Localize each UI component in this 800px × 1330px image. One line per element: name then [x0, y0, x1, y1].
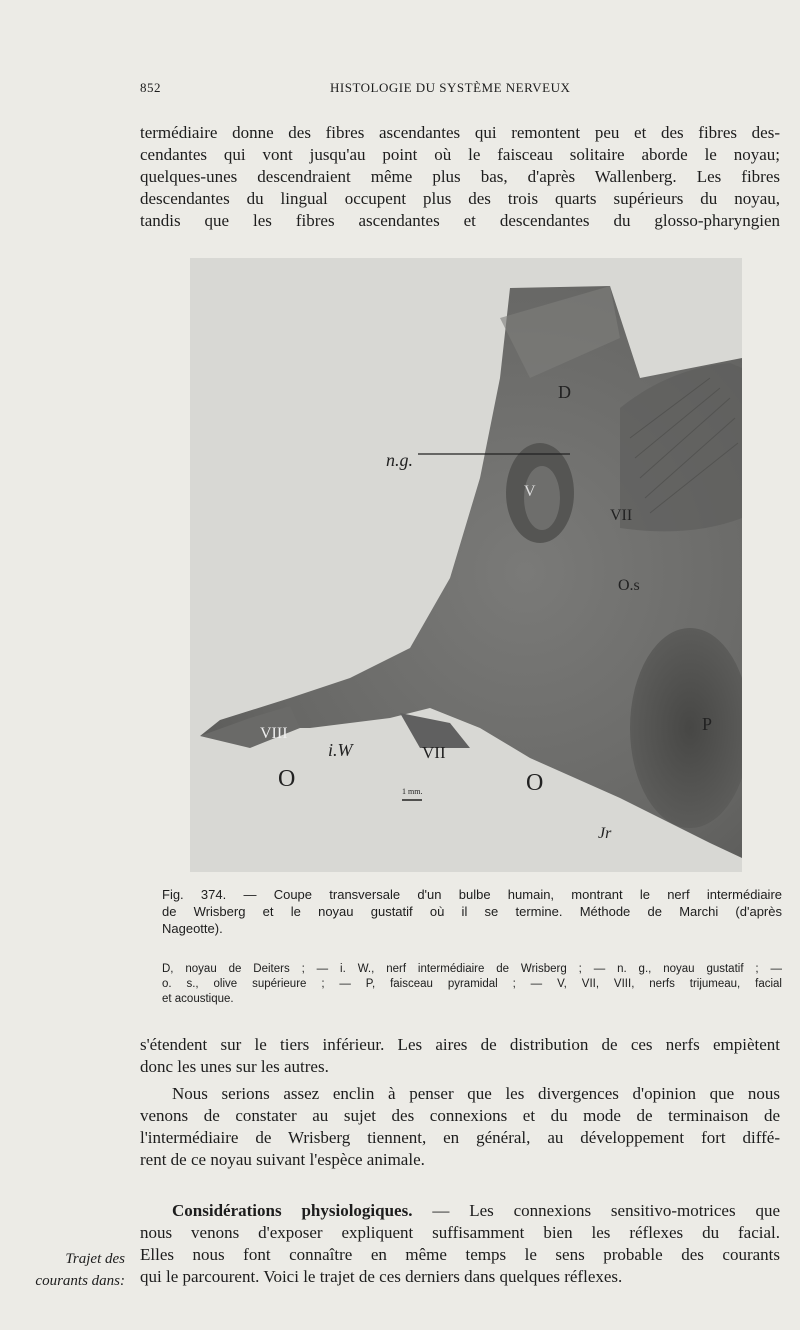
paragraph-1 — [140, 122, 780, 232]
text-line — [140, 1200, 780, 1222]
caption-line: Nageotte). — [162, 921, 223, 936]
legend-line: o. s., olive supérieure ; — P, faisceau pyramidal ; — V, VII, VIII, nerfs trijumeau, facial — [162, 978, 782, 990]
label-O-bottom: O — [526, 770, 544, 796]
margin-note — [20, 1248, 125, 1292]
label-P: P — [702, 714, 713, 734]
histology-image — [190, 258, 742, 872]
caption-line: de Wrisberg et le noyau gustatif où il se termine. Méthode de Marchi (d'après — [162, 904, 782, 919]
page-number: 852 — [140, 80, 161, 95]
paragraph-2 — [140, 1034, 780, 1078]
text-line: s'étendent sur le tiers inférieur. Les aires de distribution de ces nerfs empiètent — [140, 1035, 780, 1054]
label-V: V — [524, 483, 536, 500]
heading-continuation: — Les connexions sensitivo-motrices que — [412, 1201, 780, 1220]
running-title: HISTOLOGIE DU SYSTÈME NERVEUX — [330, 80, 571, 95]
text-line: nous venons d'exposer expliquent suffisamment bien les réflexes du facial. — [140, 1223, 780, 1242]
text-line: venons de constater au sujet des connexions et du mode de terminaison de — [140, 1106, 780, 1125]
caption-line: Fig. 374. — Coupe transversale d'un bulbe humain, montrant le nerf intermédiaire — [162, 887, 782, 902]
label-Os: O.s — [618, 577, 640, 594]
scale-label: 1 mm. — [402, 787, 423, 796]
text-line: quelques-unes descendraient même plus bas, d'après Wallenberg. Les fibres — [140, 167, 780, 186]
text-line: descendantes du lingual occupent plus des trois quarts supérieurs du noyau, — [140, 189, 780, 208]
text-line: Elles nous font connaître en même temps le sens probable des courants — [140, 1245, 780, 1264]
artist-signature: Jr — [598, 825, 612, 842]
text-line: tandis que les fibres ascendantes et descendantes du glosso-pharyngien — [140, 211, 780, 230]
label-D: D — [558, 382, 571, 402]
text-line: cendantes qui vont jusqu'au point où le faisceau solitaire aborde le noyau; — [140, 145, 780, 164]
margin-note-line: courants dans: — [35, 1273, 125, 1289]
margin-note-line: Trajet des — [65, 1251, 125, 1267]
label-iW: i.W — [328, 740, 353, 760]
figure-374-brainstem-section — [190, 258, 742, 872]
text-line: termédiaire donne des fibres ascendantes qui remontent peu et des fibres des- — [140, 123, 780, 142]
legend-line: D, noyau de Deiters ; — i. W., nerf intermédiaire de Wrisberg ; — n. g., noyau gustatif ; — — [162, 963, 782, 975]
label-VIII: VIII — [260, 725, 288, 742]
legend-line: et acoustique. — [162, 993, 234, 1005]
text-line: l'intermédiaire de Wrisberg tiennent, en général, au développement fort diffé- — [140, 1128, 780, 1147]
figure-caption — [162, 886, 782, 937]
figure-legend — [162, 962, 782, 1007]
paragraph-3 — [140, 1083, 780, 1171]
label-VII-bottom: VII — [422, 743, 446, 762]
running-header — [140, 80, 780, 100]
label-VII-right: VII — [610, 507, 633, 524]
text-line: Nous serions assez enclin à penser que les divergences d'opinion que nous — [172, 1084, 780, 1103]
text-line: qui le parcourent. Voici le trajet de ces derniers dans quelques réflexes. — [140, 1267, 623, 1286]
text-line: donc les unes sur les autres. — [140, 1057, 329, 1076]
text-line: rent de ce noyau suivant l'espèce animale. — [140, 1150, 425, 1169]
label-O-left: O — [278, 766, 296, 792]
section-heading: Considérations physiologiques. — [172, 1201, 413, 1220]
paragraph-4 — [140, 1200, 780, 1288]
label-ng: n.g. — [386, 450, 413, 470]
